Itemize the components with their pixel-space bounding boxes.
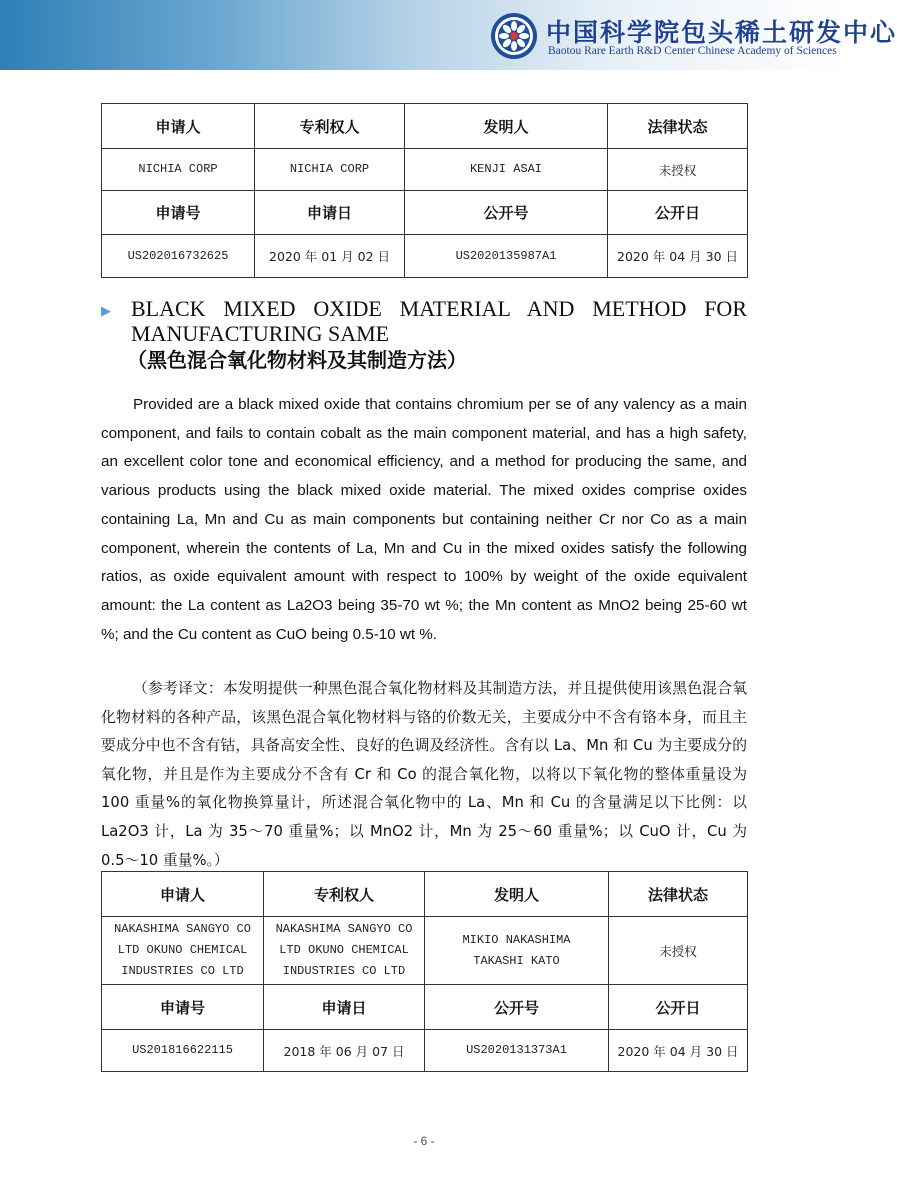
patentee-value: NICHIA CORP	[255, 149, 405, 191]
header-applicant: 申请人	[102, 104, 255, 149]
header-inventor: 发明人	[425, 872, 609, 917]
publication-date-value: 2020 年 04 月 30 日	[608, 235, 748, 278]
header-application-date: 申请日	[255, 191, 405, 235]
legal-status-value: 未授权	[608, 149, 748, 191]
legal-status-value: 未授权	[609, 917, 748, 985]
patent-info-table-1	[101, 103, 748, 278]
abstract-en: Provided are a black mixed oxide that contains chromium per se of any valency as a main component, and fails to contain cobalt as the main component material, and has a high safety, an excellent color tone and economical efficiency, and a method for producing the same, and various products using the black mixed oxide material. The mixed oxides comprise oxides containing La, Mn and Cu as main components but containing neither Cr nor Co as a main component, wherein the contents of La, Mn and Cu in the mixed oxides satisfy the following ratios, as oxide equivalent amount with respect to 100% by weight of the oxide equivalent amount: the La content as La2O3 being 35-70 wt %; the Mn content as MnO2 being 25-60 wt %; and the Cu content as CuO being 0.5-10 wt %.	[101, 396, 747, 643]
org-name-cn: 中国科学院包头稀土研发中心	[546, 18, 897, 47]
header-publication-number: 公开号	[405, 191, 608, 235]
inventor-value: MIKIO NAKASHIMA TAKASHI KATO	[425, 917, 609, 985]
inventor-value: KENJI ASAI	[405, 149, 608, 191]
bullet-triangle-icon: ▶	[101, 304, 111, 319]
header-application-number: 申请号	[102, 191, 255, 235]
patent-info-table-2	[101, 871, 748, 1072]
application-number-value: US202016732625	[102, 235, 255, 278]
article-title-en: BLACK MIXED OXIDE MATERIAL AND METHOD FOR MANUFACTURING SAME	[131, 296, 747, 346]
header-patentee: 专利权人	[264, 872, 425, 917]
publication-number-value: US2020135987A1	[405, 235, 608, 278]
page-header	[0, 0, 897, 70]
header-publication-number: 公开号	[425, 985, 609, 1030]
org-name-en: Baotou Rare Earth R&D Center Chinese Academy of Sciences	[548, 45, 837, 57]
header-patentee: 专利权人	[255, 104, 405, 149]
applicant-value: NICHIA CORP	[102, 149, 255, 191]
application-date-value: 2018 年 06 月 07 日	[264, 1030, 425, 1072]
header-inventor: 发明人	[405, 104, 608, 149]
header-application-date: 申请日	[264, 985, 425, 1030]
header-applicant: 申请人	[102, 872, 264, 917]
header-legal-status: 法律状态	[609, 872, 748, 917]
header-legal-status: 法律状态	[608, 104, 748, 149]
cas-logo-icon	[490, 12, 538, 60]
header-publication-date: 公开日	[609, 985, 748, 1030]
header-publication-date: 公开日	[608, 191, 748, 235]
application-number-value: US201816622115	[102, 1030, 264, 1072]
header-application-number: 申请号	[102, 985, 264, 1030]
applicant-value: NAKASHIMA SANGYO CO LTD OKUNO CHEMICAL INDUSTRIES CO LTD	[102, 917, 264, 985]
patentee-value: NAKASHIMA SANGYO CO LTD OKUNO CHEMICAL INDUSTRIES CO LTD	[264, 917, 425, 985]
page-number: - 6 -	[413, 1134, 435, 1148]
article-title-cn: （黑色混合氧化物材料及其制造方法）	[127, 348, 467, 372]
abstract-cn: （参考译文：本发明提供一种黑色混合氧化物材料及其制造方法，并且提供使用该黑色混合氧化物材料的各种产品，该黑色混合氧化物材料与铬的价数无关，主要成分中不含有铬本身，而且主要成分中也不含有钴，具备高安全性、良好的色调及经济性。含有以 La、Mn 和 Cu 为主要成分的氧化物，并且是作为主要成分不含有 Cr 和 Co 的混合氧化物，以将以下氧化物的整体重量设为 100 重量%的氧化物换算量计，所述混合氧化物中的 La、Mn 和 Cu 的含量满足以下比例：以 La2O3 计，La 为 35～70 重量%；以 MnO2 计，Mn 为 25～60 重量%；以 CuO 计，Cu 为 0.5～10 重量%。）	[101, 680, 747, 869]
publication-number-value: US2020131373A1	[425, 1030, 609, 1072]
publication-date-value: 2020 年 04 月 30 日	[609, 1030, 748, 1072]
application-date-value: 2020 年 01 月 02 日	[255, 235, 405, 278]
